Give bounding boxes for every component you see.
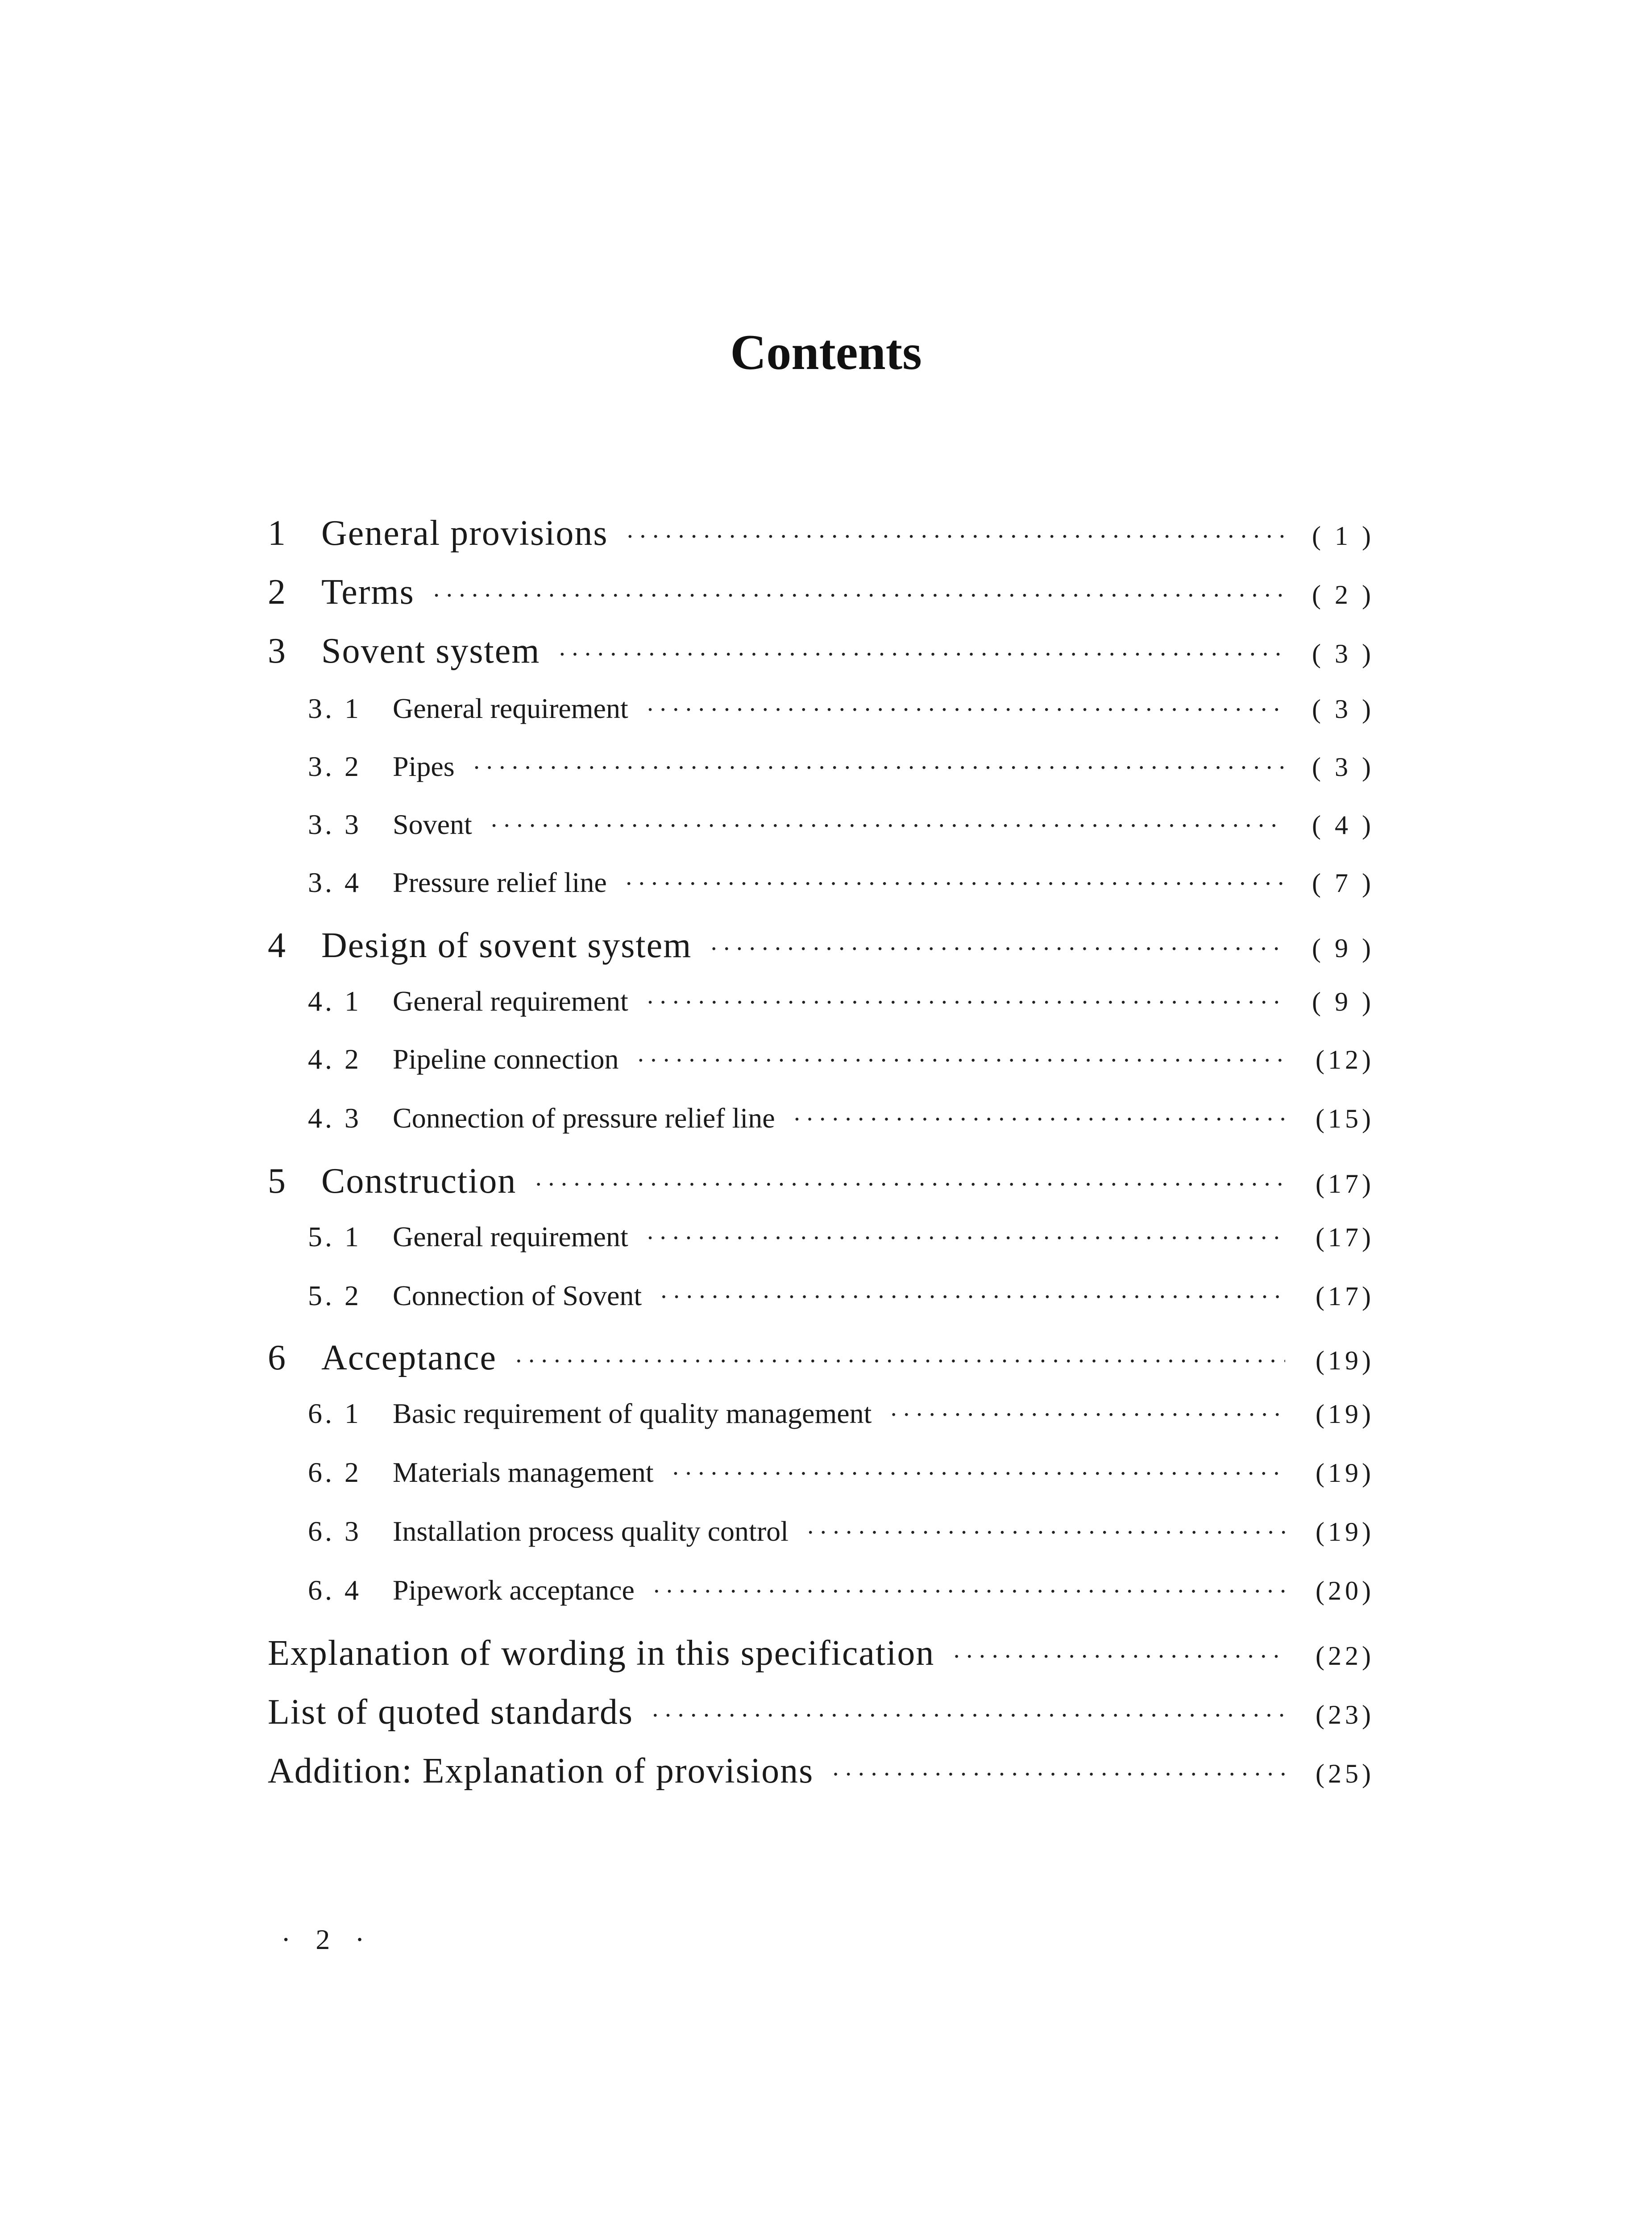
toc-dot-leader (625, 863, 1285, 905)
toc-entry-title: General requirement (393, 693, 628, 724)
toc-entry-number: 5 (268, 1161, 286, 1201)
toc-entry-number: 6. 1 (308, 1397, 361, 1429)
toc-entry (308, 861, 1374, 904)
page-number: · 2 · (281, 1924, 374, 1955)
toc-entry-title: Materials management (393, 1456, 654, 1488)
toc-dot-leader (793, 1098, 1285, 1141)
toc-entry-title: Addition: Explanation of provisions (268, 1751, 814, 1791)
toc-entry (308, 1510, 1374, 1553)
toc-entry-title: General provisions (321, 514, 608, 553)
toc-dot-leader (889, 1393, 1285, 1436)
toc-entry (268, 1746, 1374, 1796)
toc-entry-number: 3. 1 (308, 693, 361, 724)
toc-entry-title: Construction (321, 1161, 517, 1201)
toc-entry (308, 1038, 1374, 1081)
toc-entry (308, 1451, 1374, 1494)
toc-dot-leader (660, 1276, 1285, 1319)
toc-entry-number: 1 (268, 514, 286, 553)
toc-entry-page: (19) (1316, 1458, 1374, 1488)
page-title: Contents (730, 325, 922, 380)
toc-entry-title: Basic requirement of quality management (393, 1397, 872, 1429)
toc-dot-leader (432, 571, 1285, 620)
toc-entry-number: 3. 4 (308, 867, 361, 898)
toc-entry-page: ( 4 ) (1312, 810, 1374, 840)
toc-entry (268, 1629, 1374, 1678)
toc-entry-page: (22) (1316, 1641, 1374, 1671)
toc-entry-page: (20) (1316, 1576, 1374, 1605)
toc-entry (268, 509, 1374, 558)
toc-entry-number: 4. 2 (308, 1043, 361, 1075)
toc-entry-title: Explanation of wording in this specification (268, 1634, 935, 1673)
toc-entry-number: 6. 3 (308, 1515, 361, 1547)
toc-dot-leader (490, 804, 1285, 847)
toc-entry-title: Pipework acceptance (393, 1574, 635, 1606)
toc-entry (268, 1157, 1374, 1206)
toc-entry-title: General requirement (393, 985, 628, 1017)
toc-entry-title: Acceptance (321, 1338, 497, 1377)
toc-entry (268, 626, 1374, 676)
toc-entry (308, 1097, 1374, 1140)
toc-dot-leader (534, 1160, 1285, 1209)
toc-dot-leader (558, 630, 1285, 679)
toc-entry-page: (15) (1316, 1104, 1374, 1133)
toc-entry-title: Connection of Sovent (393, 1280, 642, 1311)
toc-entry (268, 1688, 1374, 1737)
toc-entry-page: ( 9 ) (1312, 987, 1374, 1016)
toc-entry-number: 3. 3 (308, 809, 361, 840)
toc-dot-leader (672, 1452, 1285, 1495)
toc-entry (308, 1569, 1374, 1612)
toc-entry (308, 745, 1374, 788)
toc-entry-page: ( 9 ) (1312, 933, 1374, 963)
toc-entry-title: Sovent system (321, 631, 540, 671)
toc-entry-number: 4 (268, 926, 286, 965)
toc-dot-leader (652, 1570, 1285, 1613)
toc-entry (268, 1333, 1374, 1382)
toc-entry-page: (25) (1316, 1759, 1374, 1788)
toc-entry-page: ( 3 ) (1312, 752, 1374, 782)
toc-entry-page: ( 3 ) (1312, 694, 1374, 724)
toc-entry-title: List of quoted standards (268, 1692, 633, 1732)
toc-entry-number: 6 (268, 1338, 286, 1377)
toc-entry (308, 1392, 1374, 1435)
toc-entry-number: 6. 4 (308, 1574, 361, 1606)
toc-dot-leader (952, 1632, 1285, 1681)
toc-entry-page: (19) (1316, 1517, 1374, 1547)
toc-entry-title: Terms (321, 572, 415, 612)
toc-dot-leader (646, 688, 1285, 731)
toc-entry-page: ( 7 ) (1312, 868, 1374, 898)
toc-entry-number: 4. 1 (308, 985, 361, 1017)
toc-entry-title: Pressure relief line (393, 867, 607, 898)
toc-entry-number: 5. 1 (308, 1221, 361, 1252)
toc-dot-leader (515, 1337, 1285, 1386)
toc-entry (308, 687, 1374, 730)
toc-entry-page: (19) (1316, 1399, 1374, 1429)
toc-entry-title: Pipes (393, 751, 455, 782)
toc-entry-number: 6. 2 (308, 1456, 361, 1488)
toc-entry-title: Pipeline connection (393, 1043, 619, 1075)
toc-entry-page: (17) (1316, 1281, 1374, 1311)
toc-dot-leader (646, 1217, 1285, 1260)
toc-entry (268, 921, 1374, 970)
toc-entry-title: Connection of pressure relief line (393, 1102, 775, 1134)
toc-dot-leader (651, 1691, 1285, 1740)
toc-entry-page: (17) (1316, 1223, 1374, 1252)
toc-entry (308, 980, 1374, 1023)
toc-entry-number: 2 (268, 572, 286, 612)
toc-entry-number: 3. 2 (308, 751, 361, 782)
toc-entry (308, 1215, 1374, 1258)
toc-dot-leader (710, 925, 1285, 974)
toc-dot-leader (637, 1039, 1285, 1082)
toc-entry-number: 3 (268, 631, 286, 671)
toc-entry-title: Design of sovent system (321, 926, 692, 965)
toc-entry (268, 568, 1374, 617)
toc-dot-leader (831, 1750, 1285, 1799)
toc-dot-leader (646, 981, 1285, 1024)
toc-dot-leader (473, 746, 1285, 789)
toc-entry-page: ( 1 ) (1312, 521, 1374, 551)
toc-entry-page: ( 2 ) (1312, 580, 1374, 610)
toc-entry-page: (17) (1316, 1169, 1374, 1198)
toc-entry-number: 5. 2 (308, 1280, 361, 1311)
toc-entry-page: (23) (1316, 1700, 1374, 1729)
toc-entry-page: (19) (1316, 1346, 1374, 1375)
toc-entry (308, 1274, 1374, 1317)
toc-entry-title: Sovent (393, 809, 472, 840)
toc-dot-leader (626, 512, 1285, 561)
toc-entry-title: Installation process quality control (393, 1515, 789, 1547)
toc-dot-leader (806, 1511, 1285, 1554)
toc-entry-number: 4. 3 (308, 1102, 361, 1134)
toc-entry-title: General requirement (393, 1221, 628, 1252)
toc-entry-page: ( 3 ) (1312, 639, 1374, 668)
toc-entry-page: (12) (1316, 1045, 1374, 1074)
toc-entry (308, 803, 1374, 846)
